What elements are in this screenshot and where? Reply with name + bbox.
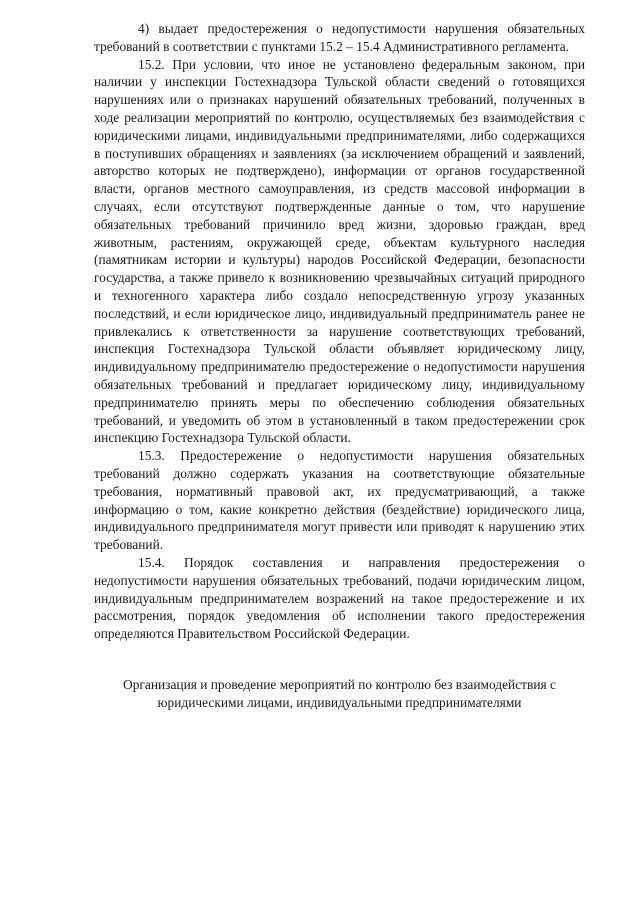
paragraph-item-4: 4) выдает предостережения о недопустимости нарушения обязательных требований в соответствии с пунктами 15.2 – 15.4 Административного регламента. [94, 21, 585, 54]
paragraph-15-2: 15.2. При условии, что иное не установлено федеральным законом, при наличии у инспекции Гостехнадзора Тульской области сведений о готовящихся нарушениях или о признаках нарушений обязательных требований, полученных в ходе реализации мероприятий по контролю, осуществляемых без взаимодействия с юридическими лицами, индивидуальными предпринимателями, либо содержащихся в поступивших обращениях и заявлениях (за исключением обращений и заявлений, авторство которых не подтверждено), информации от органов государственной власти, органов местного самоуправления, из средств массовой информации в случаях, если отсутствуют подтвержденные данные о том, что нарушение обязательных требований причинило вред жизни, здоровью граждан, вред животным, растениям, окружающей среде, объектам культурного наследия (памятникам истории и культуры) народов Российской Федерации, безопасности государства, а также привело к возникновению чрезвычайных ситуаций природного и техногенного характера либо создало непосредственную угрозу указанных последствий, и если юридическое лицо, индивидуальный предприниматель ранее не привлекались к ответственности за нарушение соответствующих требований, инспекция Гостехнадзора Тульской области объявляет юридическому лицу, индивидуальному предпринимателю предостережение о недопустимости нарушения обязательных требований и предлагает юридическому лицу, индивидуальному предпринимателю принять меры по обеспечению соблюдения обязательных требований, и уведомить об этом в установленный в таком предостережении срок инспекцию Гостехнадзора Тульской области. [94, 56, 585, 446]
paragraph-15-4: 15.4. Порядок составления и направления предостережения о недопустимости нарушения обязательных требований, подачи юридическим лицом, индивидуальным предпринимателем возражений на такое предостережение и их рассмотрения, порядок уведомления об исполнении такого предостережения определяются Правительством Российской Федерации. [94, 554, 585, 642]
paragraph-15-3: 15.3. Предостережение о недопустимости нарушения обязательных требований должно содержать указания на соответствующие обязательные требования, нормативный правовой акт, их предусматривающий, а также информацию о том, какие конкретно действия (бездействие) юридического лица, индивидуального предпринимателя могут привести или приводят к нарушению этих требований. [94, 448, 585, 553]
document-body [94, 20, 585, 711]
section-heading: Организация и проведение мероприятий по контролю без взаимодействия с юридическими лицами, индивидуальными предпринимателями [123, 676, 556, 710]
